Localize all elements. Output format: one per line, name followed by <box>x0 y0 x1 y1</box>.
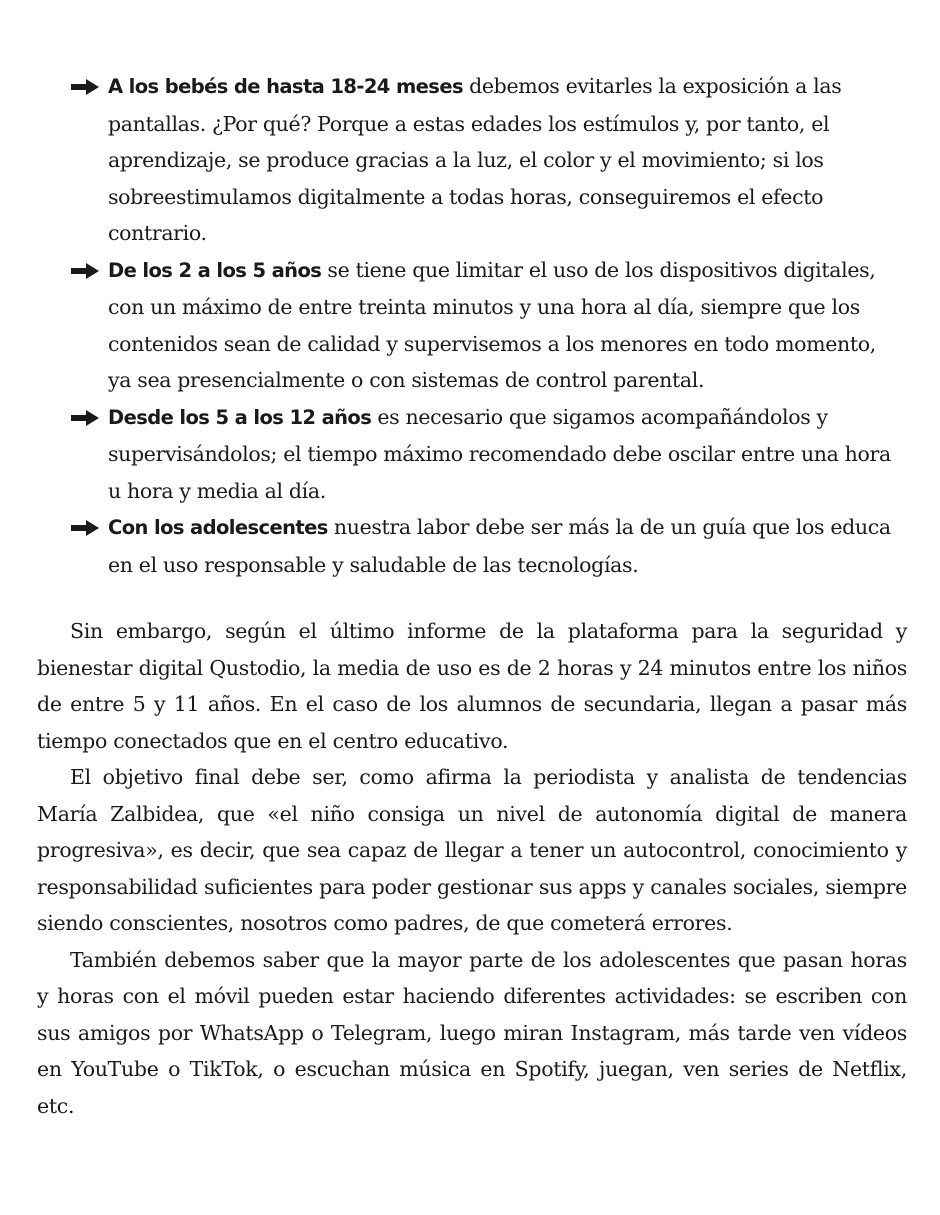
arrow-right-icon <box>70 519 100 537</box>
list-item <box>70 399 900 510</box>
bullet-lead-text: Desde los 5 a los 12 años <box>108 405 372 429</box>
paragraph: Sin embargo, según el último informe de la plataforma para la seguridad y bienestar digital Qustodio, la media de uso es de 2 horas y 24 minutos entre los niños de entre 5 y 11 años. En el caso de los alumnos de secundaria, llegan a pasar más tiempo conectados que en el centro educativo. <box>37 619 907 753</box>
paragraph: También debemos saber que la mayor parte de los adolescentes que pasan horas y horas con el móvil pueden estar haciendo diferentes actividades: se escriben con sus amigos por WhatsApp o Telegram, luego miran Instagram, más tarde ven vídeos en YouTube o TikTok, o escuchan música en Spotify, juegan, ven series de Netflix, etc. <box>37 947 907 1118</box>
bullet-body-text: debemos evitarles la exposición a las pantallas. ¿Por qué? Porque a estas edades los estímulos y, por tanto, el aprendizaje, se produce gracias a la luz, el color y el movimiento; si los sobreestimulamos digitalmente a todas horas, conseguiremos el efecto contrario. <box>108 74 842 245</box>
arrow-right-icon <box>70 409 100 427</box>
list-item <box>70 509 900 583</box>
body-text <box>37 613 907 1124</box>
arrow-right-icon <box>70 262 100 280</box>
bullet-body-text: nuestra labor debe ser más la de un guía que los educa en el uso responsable y saludable de las tecnologías. <box>108 515 891 577</box>
bullet-body-text: se tiene que limitar el uso de los dispositivos digitales, con un máximo de entre treinta minutos y una hora al día, siempre que los contenidos sean de calidad y supervisemos a los menores en todo momento, ya sea presencialmente o con sistemas de control parental. <box>108 257 876 392</box>
list-item <box>70 68 900 252</box>
age-guidelines-list <box>70 68 900 583</box>
list-item <box>70 252 900 399</box>
bullet-lead-text: A los bebés de hasta 18-24 meses <box>108 75 463 98</box>
bullet-lead-text: De los 2 a los 5 años <box>108 258 322 282</box>
arrow-right-icon <box>70 78 100 96</box>
bullet-body-text: es necesario que sigamos acompañándolos y supervisándolos; el tiempo máximo recomendado debe oscilar entre una hora u hora y media al día. <box>108 404 891 503</box>
bullet-lead-text: Con los adolescentes <box>108 516 328 539</box>
paragraph: El objetivo final debe ser, como afirma la periodista y analista de tendencias María Zalbidea, que «el niño consiga un nivel de autonomía digital de manera progresiva», es decir, que sea capaz de llegar a tener un autocontrol, conocimiento y responsabilidad suficientes para poder gestionar sus apps y canales sociales, siempre siendo conscientes, nosotros como padres, de que cometerá errores. <box>37 765 907 935</box>
